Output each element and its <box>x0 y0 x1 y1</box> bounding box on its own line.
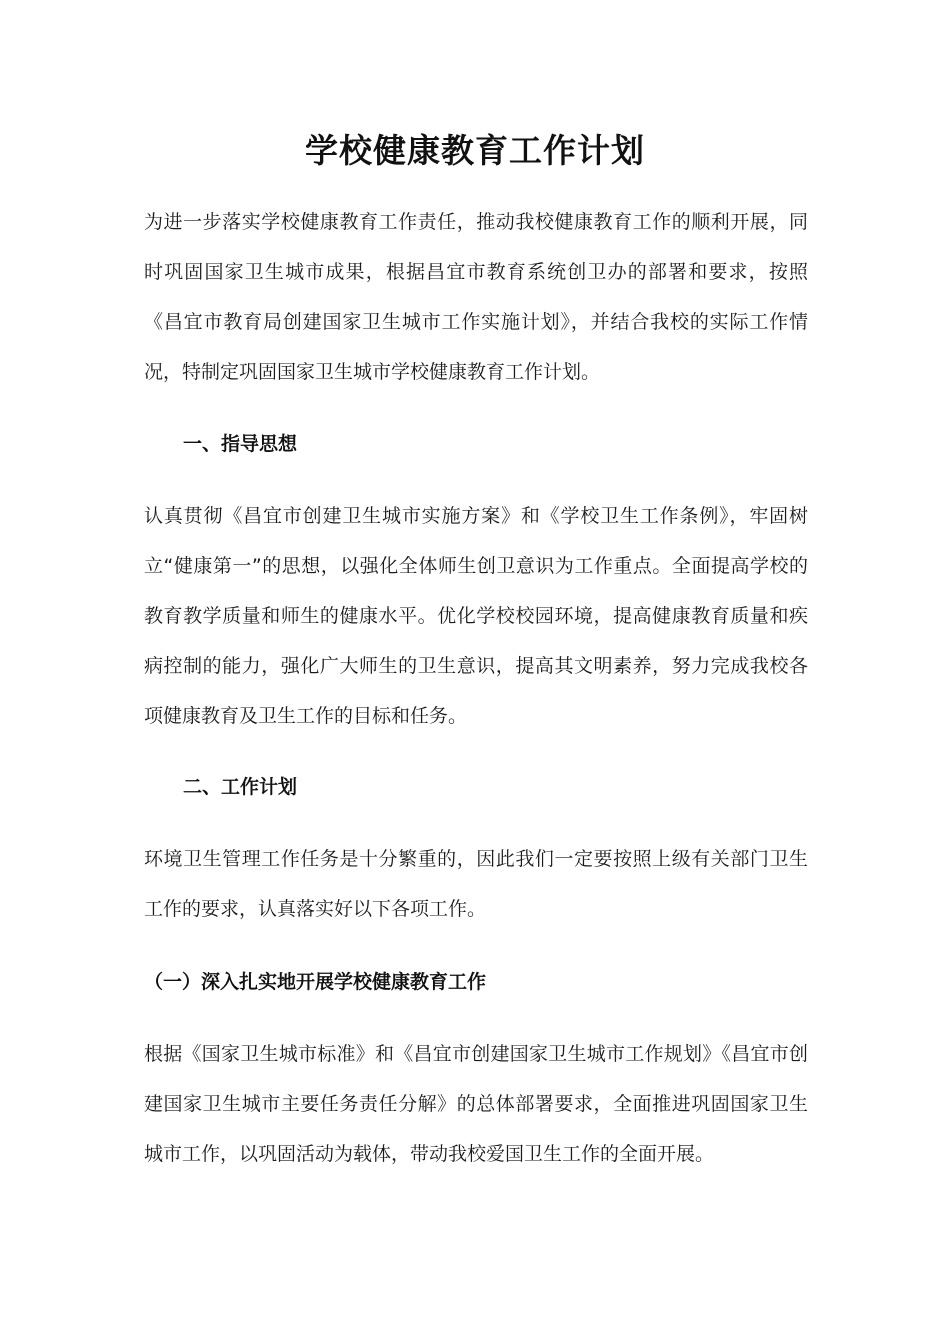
health-education-paragraph: 根据《国家卫生城市标准》和《昌宜市创建国家卫生城市工作规划》《昌宜市创建国家卫生城市主要任务责任分解》的总体部署要求，全面推进巩固国家卫生城市工作，以巩固活动为载体，带动我校爱国卫生工作的全面开展。 <box>144 1043 808 1165</box>
guiding-thought-paragraph: 认真贯彻《昌宜市创建卫生城市实施方案》和《学校卫生工作条例》，牢固树立“健康第一”的思想，以强化全体师生创卫意识为工作重点。全面提高学校的教育教学质量和师生的健康水平。优化学校校园环境，提高健康教育质量和疾病控制的能力，强化广大师生的卫生意识，提高其文明素养，努力完成我校各项健康教育及卫生工作的目标和任务。 <box>144 505 808 727</box>
document-title: 学校健康教育工作计划 <box>305 131 645 170</box>
section-heading-work-plan: 二、工作计划 <box>183 776 298 798</box>
intro-paragraph: 为进一步落实学校健康教育工作责任，推动我校健康教育工作的顺利开展，同时巩固国家卫生城市成果，根据昌宜市教育系统创卫办的部署和要求，按照《昌宜市教育局创建国家卫生城市工作实施计划》，并结合我校的实际工作情况，特制定巩固国家卫生城市学校健康教育工作计划。 <box>144 211 808 383</box>
section-heading-guiding-thought: 一、指导思想 <box>183 433 298 455</box>
subsection-heading-health-education: （一）深入扎实地开展学校健康教育工作 <box>144 971 487 993</box>
work-plan-paragraph: 环境卫生管理工作任务是十分繁重的，因此我们一定要按照上级有关部门卫生工作的要求，认真落实好以下各项工作。 <box>144 848 808 920</box>
